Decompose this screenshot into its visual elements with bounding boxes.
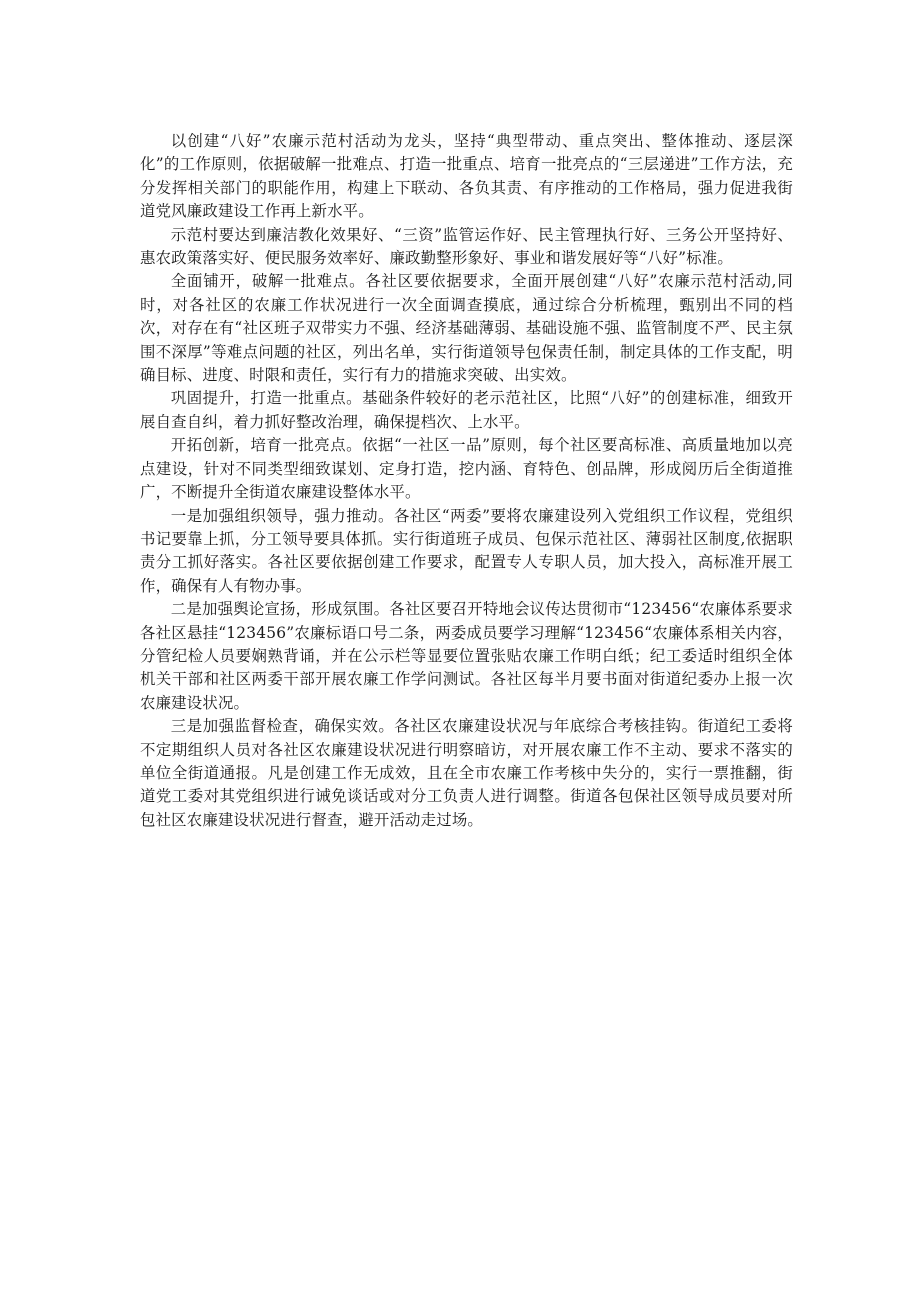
paragraph-key-points: 巩固提升，打造一批重点。基础条件较好的老示范社区，比照“八好”的创建标准，细致开展自查自纠，着力抓好整改治理，确保提档次、上水平。 (140, 389, 793, 431)
document-body (140, 130, 793, 832)
paragraph-intro: 以创建“八好”农廉示范村活动为龙头，坚持“典型带动、重点突出、整体推动、逐层深化”的工作原则，依据破解一批难点、打造一批重点、培育一批亮点的“三层递进”工作方法，充分发挥相关部门的职能作用，构建上下联动、各负其责、有序推动的工作格局，强力促进我街道党风廉政建设工作再上新水平。 (140, 132, 793, 221)
paragraph-standards: 示范村要达到廉洁教化效果好、“三资”监管运作好、民主管理执行好、三务公开坚持好、惠农政策落实好、便民服务效率好、廉政勤整形象好、事业和谐发展好等“八好”标准。 (140, 225, 793, 268)
paragraph-highlights: 开拓创新，培育一批亮点。依据“一社区一品”原则，每个社区要高标准、高质量地加以亮点建设，针对不同类型细致谋划、定身打造，挖内涵、育特色、创品牌，形成阅历后全街道推广，不断提升全街道农廉建设整体水平。 (140, 436, 793, 502)
paragraph-organization: 一是加强组织领导，强力推动。各社区“两委”要将农廉建设列入党组织工作议程，党组织书记要靠上抓，分工领导要具体抓。实行街道班子成员、包保示范社区、薄弱社区制度,依据职责分工抓好落实。各社区要依据创建工作要求，配置专人专职人员，加大投入，高标准开展工作，确保有人有物办事。 (140, 506, 793, 595)
paragraph-difficulties: 全面铺开，破解一批难点。各社区要依据要求，全面开展创建“八好”农廉示范村活动,同时，对各社区的农廉工作状况进行一次全面调查摸底，通过综合分析梳理，甄别出不同的档次，对存在有“社区班子双带实力不强、经济基础薄弱、基础设施不强、监管制度不严、民主氛围不深厚”等难点问题的社区，列出名单，实行街道领导包保责任制，制定具体的工作支配，明确目标、进度、时限和责任，实行有力的措施求突破、出实效。 (140, 272, 793, 385)
paragraph-publicity: 二是加强舆论宣扬，形成氛围。各社区要召开特地会议传达贯彻市“123456“农廉体系要求各社区悬挂“123456”农廉标语口号二条，两委成员要学习理解“123456“农廉体系相关内容，分管纪检人员要娴熟背诵，并在公示栏等显要位置张贴农廉工作明白纸；纪工委适时组织全体机关干部和社区两委干部开展农廉工作学问测试。各社区每半月要书面对街道纪委办上报一次农廉建设状况。 (140, 600, 793, 712)
paragraph-supervision: 三是加强监督检查，确保实效。各社区农廉建设状况与年底综合考核挂钩。街道纪工委将不定期组织人员对各社区农廉建设状况进行明察暗访，对开展农廉工作不主动、要求不落实的单位全街道通报。凡是创建工作无成效，且在全市农廉工作考核中失分的，实行一票推翻，街道党工委对其党组织进行诫免谈话或对分工负责人进行调整。街道各包保社区领导成员要对所包社区农廉建设状况进行督查，避开活动走过场。 (140, 717, 793, 829)
